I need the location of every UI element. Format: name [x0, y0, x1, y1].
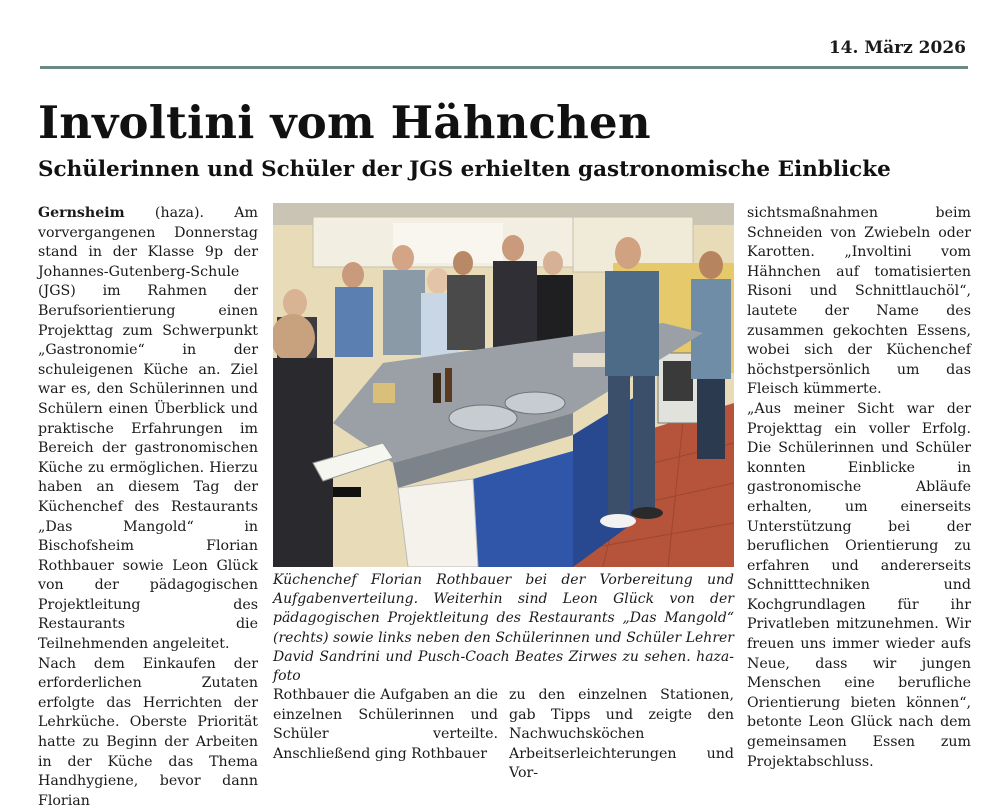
body-paragraph: sichtsmaßnahmen beim Schneiden von Zwiebeln oder Karotten. „Involtini vom Hähnchen auf tomatisierten Risoni und Schnittlauchöl“, lautete der Name des zusammen gekochten Essens, wobei sich der Küchenchef höchstpersönlich um das Fleisch kümmerte.	[747, 205, 971, 398]
issue-date: 14. März 2026	[828, 38, 966, 58]
lead-paragraph	[38, 204, 258, 655]
dateline-place: Gernsheim	[38, 205, 125, 221]
body-paragraph: Nach dem Einkaufen der erforderlichen Zutaten erfolgte das Herrichten der Lehrküche. Oberste Priorität hatte zu Beginn der Arbeiten in der Küche das Thema Handhygiene, bevor dann Florian	[38, 655, 258, 809]
kitchen-photo	[273, 203, 734, 567]
quote-paragraph: „Aus meiner Sicht war der Projekttag ein voller Erfolg. Die Schülerinnen und Schüler konnten Einblicke in gastronomische Abläufe erhalten, um einerseits Unterstützung bei der beruflichen Orientierung zu erfahren und andererseits Schnitttechniken und Kochgrundlagen für ihr Privatleben mitzunehmen. Wir freuen uns immer wieder aufs Neue, dass wir jungen Menschen eine berufliche Orientierung bieten können“, betonte Leon Glück nach dem gemeinsamen Essen zum Projektabschluss.	[747, 400, 971, 770]
body-paragraph: Rothbauer die Aufgaben an die einzelnen Schülerinnen und Schüler verteilte. Anschließend ging Rothbauer	[273, 687, 498, 762]
lead-text: (haza). Am vorvergangenen Donnerstag stand in der Klasse 9p der Johannes-Gutenberg-Schule (JGS) im Rahmen der Berufsorientierung einen Projekttag zum Schwerpunkt „Gastronomie“ in der schuleigenen Küche an. Ziel war es, den Schülerinnen und Schülern einen Überblick und praktische Erfahrungen im Bereich der gastronomischen Küche zu ermöglichen. Hierzu haben an diesem Tag der Küchenchef des Restaurants „Das Mangold“ in Bischofsheim Florian Rothbauer sowie Leon Glück von der pädagogischen Projektleitung des Restaurants die Teilnehmenden angeleitet.	[38, 205, 258, 653]
article-column-2	[273, 686, 498, 764]
header-rule	[40, 66, 968, 69]
article-column-1	[38, 204, 258, 811]
subheadline: Schülerinnen und Schüler der JGS erhielten gastronomische Einblicke	[38, 157, 891, 182]
headline: Involtini vom Hähnchen	[38, 96, 651, 149]
article-column-4	[747, 204, 971, 772]
article-column-3	[509, 686, 734, 784]
photo-caption: Küchenchef Florian Rothbauer bei der Vorbereitung und Aufgabenverteilung. Weiterhin sind Leon Glück von der pädagogischen Projektleitung des Restaurants „Das Mangold“ (rechts) sowie links neben den Schülerinnen und Schüler Lehrer David Sandrini und Pusch-Coach Beates Zirwes zu sehen. haza-foto	[273, 572, 734, 685]
body-paragraph: zu den einzelnen Stationen, gab Tipps und zeigte den Nachwuchsköchen Arbeitserleichterungen und Vor-	[509, 687, 734, 782]
